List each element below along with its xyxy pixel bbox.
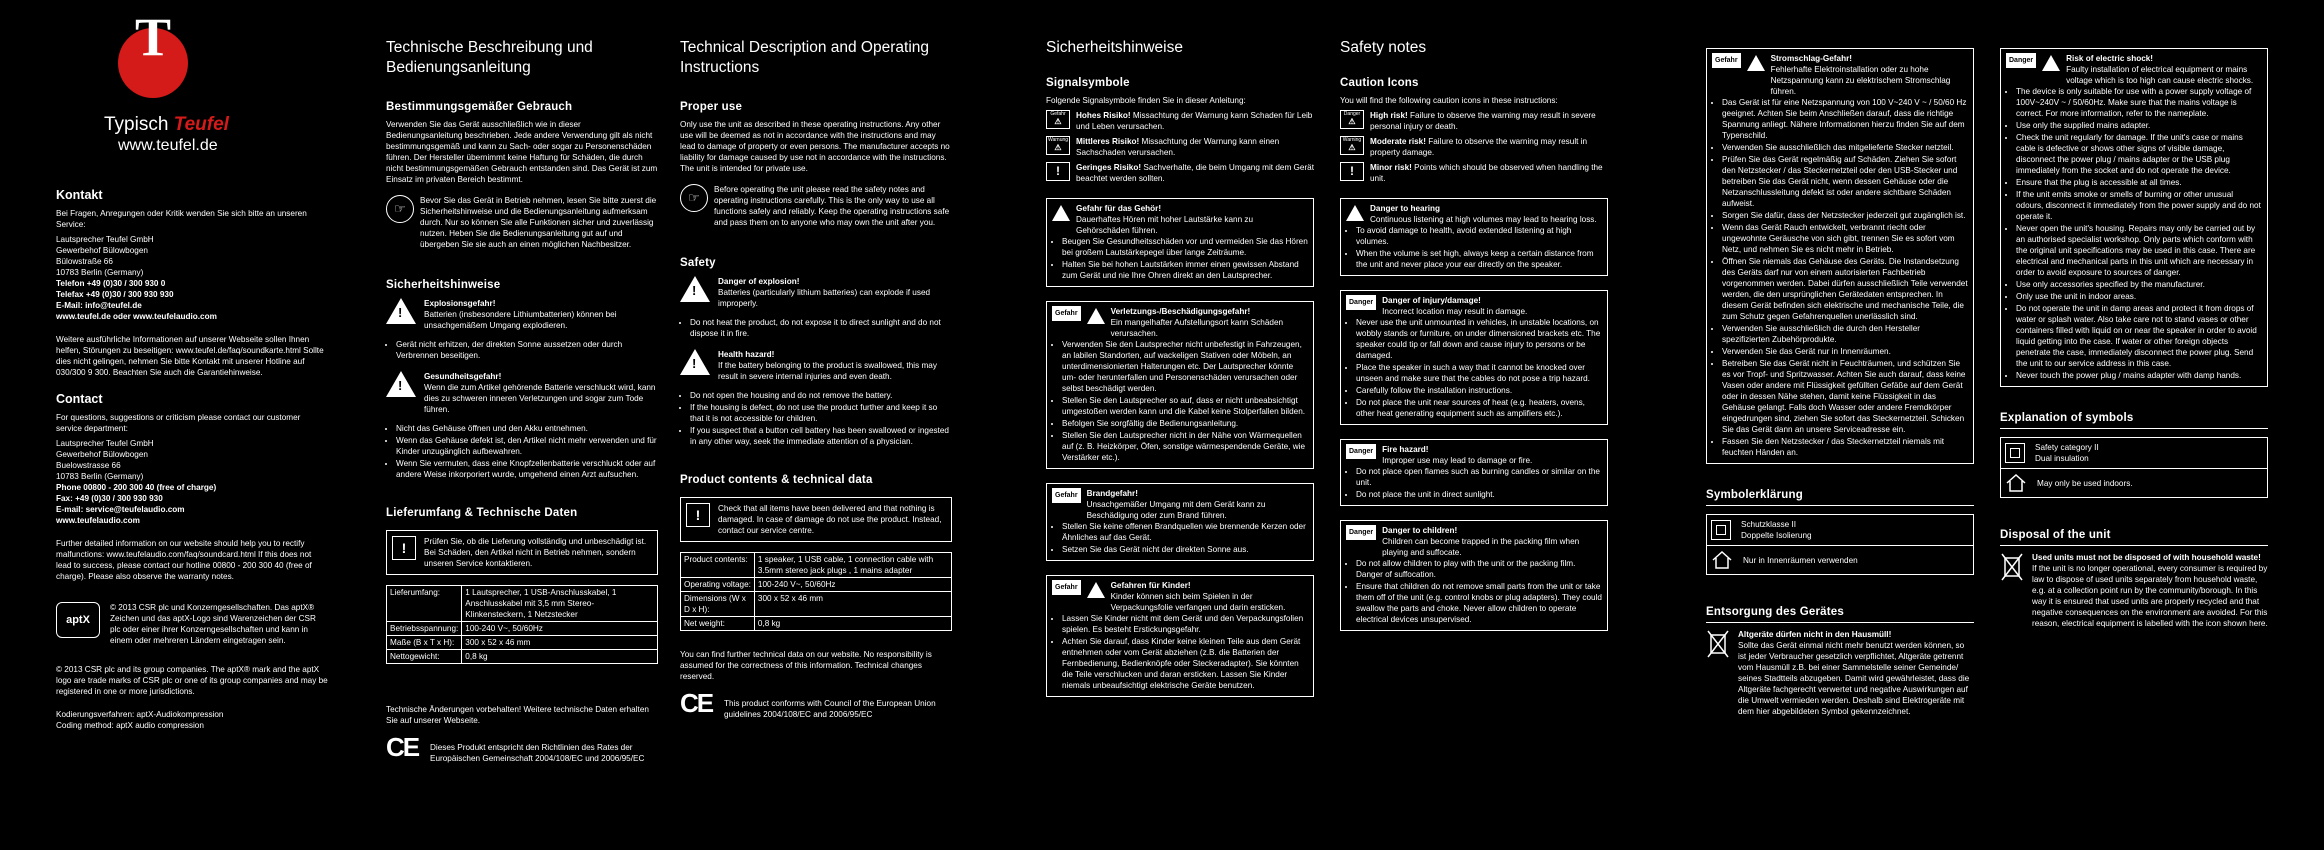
warning-triangle-icon: ! [386,371,416,397]
warning-box: Gefahr Verletzungs-/Beschädigungsgefahr! Ein mangelhafter Aufstellungsort kann Schäden verursachen. • Verwenden Sie den Lautsprecher nicht unbefestigt in Fahrzeugen, an labilen Standorten, auf wackeligen Stativen oder Möbeln, an unterdimensionierten Halterungen etc. Der Lautsprecher könnte um- oder herunterfallen und Personenschäden verursachen oder selbst beschädigt werden. • Stellen Sie den Lautsprecher so auf, dass er nicht unbeabsichtigt umgestoßen werden kann und die Kabel keine Stolperfallen bilden. • Befolgen Sie sorgfältig die Bedienungsanleitung. • Stellen Sie den Lautsprecher nicht in der Nähe von Wärmequellen auf (z. B. Heizkörper, Öfen, sonstige wärmespendende Geräte, wie Verstärker etc.). [1046,301,1314,469]
warning-triangle-icon: ! [680,349,710,375]
warning-box: Gefahr Gefahren für Kinder! Kinder können sich beim Spielen in der Verpackungsfolie verfangen und darin ersticken. • Lassen Sie Kinder nicht mit dem Gerät und den Verpackungsfolien spielen. Es besteht Erstickungsgefahr. • Achten Sie darauf, dass Kinder keine kleinen Teile aus dem Gerät entnehmen oder vom Gerät abziehen (z.B. die Batterien der Fernbedienung, Bedienknöpfe oder Steckeradapter). Sie könnten die Teile verschlucken und daran ersticken. Lassen Sie Kinder niemals unbeaufsichtigt elektrische Geräte benutzen. [1046,575,1314,697]
spec-table: Lieferumfang: 1 Lautsprecher, 1 USB-Anschlusskabel, 1 Anschlusskabel mit 3,5 mm Stereo-Klinkensteckern, 1 Netzstecker Betriebsspannung: 100-240 V~, 50/60Hz Maße (B x T x H): 300 x 52 x 46 mm Nettogewicht: 0,8 kg [386,585,658,664]
read-manual-icon: ☞ [680,184,708,212]
column-contact: T Typisch Teufel www.teufel.de Kontakt Bei Fragen, Anregungen oder Kritik wenden Sie sich bitte an unseren Service: Lautsprecher Teufel GmbH Gewerbehof Bülowbogen Bülowstraße 66 10783 Berlin (Germany) Telefon +49 (0)30 / 300 930 0 Telefax +49 (0)30 / 300 930 930 E-Mail: info@teufel.de www.teufel.de oder www.teufelaudio.com Weitere ausführliche Informationen auf unserer Webseite sollen Ihnen helfen, Störungen zu beseitigen: www.teufel.de/faq/soundkarte.html Sollte dies nicht gelingen, nehmen Sie bitte Kontakt mit unserer Hotline auf 030/300 9 300. Beachten Sie auch die Garantiehinweise. Contact For questions, suggestions or criticism please contact our customer service department: Lautsprecher Teufel GmbH Gewerbehof Bülowbogen Buelowstrasse 66 10783 Berlin (Germany) Phone 00800 - 200 300 40 (free of charge) Fax: +49 (0)30 / 300 930 930 E-mail: service@teufelaudio.com www.teufelaudio.com Further detailed information on our website should help you to rectify malfunctions: www.teufelaudio.com/faq/soundcard.html If this does not lead to success, please contact our hotline 00800 - 200 300 40 (free of charge). Please also observe the warranty notes. aptX © 2013 CSR plc und Konzerngesellschaften. Das aptX® Zeichen und das aptX-Logo sind Warenzeichen der CSR plc oder einer ihrer Konzerngesellschaften und kann in einem oder mehreren Ländern eingetragen sein. © 2013 CSR plc and its group companies. The aptX® mark and the aptX logo are trade marks of CSR plc or one of its group companies and may be registered in one or more jurisdictions. Kodierungsverfahren: aptX-Audiokompression Coding method: aptX audio compression [56,7,328,730]
warning-box: Danger to hearing Continuous listening at high volumes may lead to hearing loss. • To avoid damage to health, avoid extended listening at high volumes. • When the volume is set high, always keep a certain distance from the unit and never place your ear directly on the speaker. [1340,198,1608,276]
exclamation-icon: ! [392,536,416,560]
read-manual-icon: ☞ [386,195,414,223]
class2-icon [1711,520,1731,540]
kontakt-heading: Kontakt [56,188,103,202]
warning-triangle-icon [1087,308,1105,324]
warning-triangle-icon: ! [680,276,710,302]
aptx-block: aptX © 2013 CSR plc und Konzerngesellschaften. Das aptX® Zeichen und das aptX-Logo sind Warenzeichen der CSR plc oder einer ihrer Konzerngesellschaften und kann in einem oder mehreren Ländern eingetragen sein. [56,602,328,650]
warning-box: Danger Fire hazard! Improper use may lead to damage or fire. • Do not place open flames such as burning candles or similar on the unit. • Do not place the unit in direct sunlight. [1340,439,1608,506]
electric-shock-icon [1747,55,1765,71]
warning-signal-icon: Warnung ⚠ [1046,136,1070,155]
contact-more: Further detailed information on our website should help you to rectify malfunctions: www.teufelaudio.com/faq/soundcard.html If this does not lead to success, please contact our hotline 00800 - 200 300 40 (free of charge). Please also observe the warranty notes. [56,539,312,581]
kontakt-address: Lautsprecher Teufel GmbH Gewerbehof Bülowbogen Bülowstraße 66 10783 Berlin (Germany) [56,235,154,277]
kontakt-more: Weitere ausführliche Informationen auf unserer Webseite sollen Ihnen helfen, Störungen zu beseitigen: www.teufel.de/faq/soundkarte.html Sollte dies nicht gelingen, nehmen Sie bitte Kontakt mit unserer Hotline auf 030/300 9 300. Beachten Sie auch die Garantiehinweise. [56,335,324,377]
electric-shock-box: Gefahr Stromschlag-Gefahr! Fehlerhafte Elektroinstallation oder zu hohe Netzspannung kann zu elektrischem Stromschlag führen. • Das Gerät ist für eine Netzspannung von 100 V~240 V ~ / 50/60 Hz geeignet. Achten Sie beim Anschließen darauf, dass die richtige Spannung anliegt. Nähere Informationen hierzu finden Sie auf dem Typenschild. • Verwenden Sie ausschließlich das mitgelieferte Stecker netzteil. • Prüfen Sie das Gerät regelmäßig auf Schäden. Ziehen Sie sofort den Netzstecker / das Steckernetzteil oder den USB-Stecker und betreiben Sie das Gerät nicht, wenn dessen Gehäuse oder die Netzanschlussleitung defekt ist oder andere sichtbare Schäden aufweist. • Sorgen Sie dafür, dass der Netzstecker jederzeit gut zugänglich ist. • Wenn das Gerät Rauch entwickelt, verbrannt riecht oder ungewohnte Geräusche von sich gibt, trennen Sie es sofort vom Netz, und nehmen Sie es nicht mehr in Betrieb. • Öffnen Sie niemals das Gehäuse des Geräts. Die Instandsetzung des Geräts darf nur von einem autorisierten Fachbetrieb vorgenommen werden. Dabei dürfen ausschließlich Teile verwendet werden, die den ursprünglichen Gerätedaten entsprechen. In diesem Gerät befinden sich elektrische und mechanische Teile, die zum Schutz gegen Gefahrenquellen unerlässlich sind. • Verwenden Sie ausschließlich die durch den Hersteller spezifizierten Zubehörprodukte. • Verwenden Sie das Gerät nur in Innenräumen. • Betreiben Sie das Gerät nicht in Feuchträumen, und schützen Sie es vor Tropf- und Spritzwasser. Achten Sie auch darauf, dass keine Vasen oder andere mit Flüssigkeit gefüllten Gefäße auf dem Gerät oder in dessen Nähe stehen, damit keine Flüssigkeit in das Gehäuse gelangt. Falls doch Wasser oder andere Fremdkörper eingedrungen sind, ziehen Sie sofort das Steckernetzteil. Schicken Sie das Gerät dann an unsere Serviceadresse ein. • Fassen Sie den Netzstecker / das Steckernetzteil niemals mit feuchten Händen an. [1706,48,1974,464]
contact-heading: Contact [56,392,103,406]
danger-signal-icon: Gefahr ⚠ [1046,110,1070,129]
contact-intro: For questions, suggestions or criticism please contact our customer service department: [56,413,301,433]
aptx-logo: aptX [56,602,100,638]
column-de-electric: Gefahr Stromschlag-Gefahr! Fehlerhafte Elektroinstallation oder zu hohe Netzspannung kann zu elektrischem Stromschlag führen. • Das Gerät ist für eine Netzspannung von 100 V~240 V ~ / 50/60 Hz geeignet. Achten Sie beim Anschließen darauf, dass die richtige Spannung anliegt. Nähere Informationen hierzu finden Sie auf dem Typenschild. • Verwenden Sie ausschließlich das mitgelieferte Stecker netzteil. • Prüfen Sie das Gerät regelmäßig auf Schäden. Ziehen Sie sofort den Netzstecker / das Steckernetzteil oder den USB-Stecker und betreiben Sie das Gerät nicht, wenn dessen Gehäuse oder die Netzanschlussleitung defekt ist oder andere sichtbare Schäden aufweist. • Sorgen Sie dafür, dass der Netzstecker jederzeit gut zugänglich ist. • Wenn das Gerät Rauch entwickelt, verbrannt riecht oder ungewohnte Geräusche von sich gibt, trennen Sie es sofort vom Netz, und nehmen Sie es nicht mehr in Betrieb. • Öffnen Sie niemals das Gehäuse des Geräts. Die Instandsetzung des Geräts darf nur von einem autorisierten Fachbetrieb vorgenommen werden. Dabei dürfen ausschließlich Teile verwendet werden, die den ursprünglichen Gerätedaten entsprechen. In diesem Gerät befinden sich elektrische und mechanische Teile, die zum Schutz gegen Gefahrenquellen unerlässlich sind. • Verwenden Sie ausschließlich die durch den Hersteller spezifizierten Zubehörprodukte. • Verwenden Sie das Gerät nur in Innenräumen. • Betreiben Sie das Gerät nicht in Feuchträumen, und schützen Sie es vor Tropf- und Spritzwasser. Achten Sie auch darauf, dass keine Vasen oder andere mit Flüssigkeit gefüllten Gefäße auf dem Gerät oder in dessen Nähe stehen, damit keine Flüssigkeit in das Gehäuse gelangt. Falls doch Wasser oder andere Fremdkörper eingedrungen sind, ziehen Sie sofort das Steckernetzteil. Schicken Sie das Gerät dann an unsere Serviceadresse ein. • Fassen Sie den Netzstecker / das Steckernetzteil niemals mit feuchten Händen an. Symbolerklärung Schutzklasse II Doppelte Isolierung Nur in Innenräumen verwenden Entsorgung des Gerätes Altgeräte dürfen nicht in den Hausmüll! Sollte das Gerät einmal nicht mehr benutzt werden können, so ist jeder Verbraucher gesetzlich verpflichtet, Altgeräte getrennt vom Hausmüll z.B. bei einer Sammelstelle seiner Gemeinde/ seines Stadtteils abzugeben. Damit wird gewährleistet, dass die Altgeräte fachgerecht verwertet und negative Auswirkungen auf die Umwelt vermieden werden. Deshalb sind Elektrogeräte mit dem hier abgebildeten Symbol gekennzeichnet. [1706,48,1974,717]
contact-address: Lautsprecher Teufel GmbH Gewerbehof Bülowbogen Buelowstrasse 66 10783 Berlin (Germany) [56,439,154,481]
warning-box: Danger Danger to children! Children can become trapped in the packing film when playing and suffocate. • Do not allow children to play with the unit or the packing film. Danger of suffocation. • Ensure that children do not remove small parts from the unit or take them off of the unit (e.g. control knobs or plug adapters). They could swallow the parts and choke. Never allow children to operate electrical devices unsupervised. [1340,520,1608,631]
warning-signal-icon: Warning ⚠ [1340,136,1364,155]
house-icon [2005,473,2027,493]
column-en-tech: Technical Description and Operating Instructions Proper use Only use the unit as described in these operating instructions. Any other use will be deemed as not in accordance with the instructions and may lead to damage of property or even persons. The manufacturer accepts no liability for damage caused by use not in accordance with the instructions. The unit is intended for private use. ☞ Before operating the unit please read the safety notes and operating instructions carefully. This is the only way to use all functions safely and reliably. Keep the operating instructions safe and pass them on to anyone who may own the unit after you. Safety ! Danger of explosion! Batteries (particularly lithium batteries) can explode if used improperly. • Do not heat the product, do not expose it to direct sunlight and do not dispose it in fire. ! Health hazard! If the battery belonging to the product is swallowed, this may result in severe internal injuries and even death. • Do not open the housing and do not remove the battery. • If the housing is defect, do not use the product further and keep it so that it is not accessible for children. • If you suspect that a button cell battery has been swallowed or ingested in any other way, seek the immediate attention of a physician. Product contents & technical data ! Check that all items have been delivered and that nothing is damaged. In case of damage do not use the product. Instead, contact our service centre. Product contents: 1 speaker, 1 USB cable, 1 connection cable with 3.5mm stereo jack plugs , 1 mains adapter Operating voltage: 100-240 V~, 50/60Hz Dimensions (W x D x H): 300 x 52 x 46 mm Net weight: 0,8 kg You can find further technical data on our website. No responsibility is assumed for the correctness of this information. Technical changes reserved. CE This product conforms with Council of the European Union guidelines 2004/108/EC and 2006/95/EC [680,28,952,724]
exclamation-icon: ! [686,503,710,527]
crossed-bin-icon [2000,552,2024,582]
symbol-class2-row: Schutzklasse II Doppelte Isolierung [1706,514,1974,546]
brand-url[interactable]: www.teufel.de [118,137,218,154]
electric-shock-box: Danger Risk of electric shock! Faulty installation of electrical equipment or mains voltage which is too high can cause electric shocks. • The device is only suitable for use with a power supply voltage of 100V~240V ~ / 50/60Hz. Make sure that the mains voltage is correct. For more information, refer to the nameplate. • Use only the supplied mains adapter. • Check the unit regularly for damage. If the unit's case or mains cable is defective or shows other signs of visible damage, disconnect the power plug / mains adapter or the USB plug immediately from the socket and do not operate the device. • Ensure that the plug is accessible at all times. • If the unit emits smoke or smells of burning or other unusual odours, disconnect it immediately from the power supply and do not operate it. • Never open the unit's housing. Repairs may only be carried out by an authorised specialist workshop. Only parts which conform with the original unit specifications may be used in this case. There are electrical and mechanical parts in this unit which are necessary in order to avoid exposure to sources of danger. • Use only accessories specified by the manufacturer. • Only use the unit in indoor areas. • Do not operate the unit in damp areas and protect it from drops of water or splash water. Also take care not to stand vases or other containers filled with liquid on or near the speaker in order to avoid liquid getting into the case. If water or other foreign objects penetrate the case, immediately disconnect the power plug. Send the unit to our service address in this case. • Never touch the power plug / mains adapter with damp hands. [2000,48,2268,387]
warning-triangle-icon: ! [386,298,416,324]
notice-signal-icon: ! [1340,162,1364,181]
de-tech-title: Technische Beschreibung und Bedienungsanleitung [386,39,593,76]
symbol-class2-row: Safety category II Dual insulation [2000,437,2268,469]
column-de-safety: Sicherheitshinweise Signalsymbole Folgende Signalsymbole finden Sie in dieser Anleitung: Gefahr ⚠ Hohes Risiko! Missachtung der Warnung kann Schaden für Leib und Leben verursachen. Warnung ⚠ Mittleres Risiko! Missachtung der Warnung kann einen Sachschaden verursachen. ! Geringes Risiko! Sachverhalte, die beim Umgang mit dem Gerät beachtet werden sollten. Gefahr für das Gehör! Dauerhaftes Hören mit hoher Lautstärke kann zu Gehörschäden führen. • Beugen Sie Gesundheitsschäden vor und vermeiden Sie das Hören bei großem Lautstärkepegel über lange Zeiträume. • Halten Sie bei hohen Lautstärken immer einen gewissen Abstand zum Gerät und nie Ihre Ohren direkt an den Lautsprecher. Gefahr Verletzungs-/Beschädigungsgefahr! Ein mangelhafter Aufstellungsort kann Schäden verursachen. • Verwenden Sie den Lautsprecher nicht unbefestigt in Fahrzeugen, an labilen Standorten, auf wackeligen Stativen oder Möbeln, an unterdimensionierten Halterungen etc. Der Lautsprecher könnte um- oder herunterfallen und Personenschäden verursachen oder selbst beschädigt werden. • Stellen Sie den Lautsprecher so auf, dass er nicht unbeabsichtigt umgestoßen werden kann und die Kabel keine Stolperfallen bilden. • Befolgen Sie sorgfältig die Bedienungsanleitung. • Stellen Sie den Lautsprecher nicht in der Nähe von Wärmequellen auf (z. B. Heizkörper, Öfen, sonstige wärmespendende Geräte, wie Verstärker etc.). Gefahr Brandgefahr! Unsachgemäßer Umgang mit dem Gerät kann zu Beschädigung oder zum Brand führen. • Stellen Sie keine offenen Brandquellen wie brennende Kerzen oder Ähnliches auf das Gerät. • Setzen Sie das Gerät nicht der direkten Sonne aus. Gefahr Gefahren für Kinder! Kinder können sich beim Spielen in der Verpackungsfolie verfangen und darin ersticken. • Lassen Sie Kinder nicht mit dem Gerät und den Verpackungsfolien spielen. Es besteht Erstickungsgefahr. • Achten Sie darauf, dass Kinder keine kleinen Teile aus dem Gerät entnehmen oder vom Gerät abziehen (z.B. die Batterien der Fernbedienung, Bedienknöpfe oder Steckeradapter). Sie könnten die Teile verschlucken und daran ersticken. Lassen Sie Kinder niemals unbeaufsichtigt elektrische Geräte benutzen. [1046,28,1314,711]
warning-box: Gefahr für das Gehör! Dauerhaftes Hören mit hoher Lautstärke kann zu Gehörschäden führen. • Beugen Sie Gesundheitsschäden vor und vermeiden Sie das Hören bei großem Lautstärkepegel über lange Zeiträume. • Halten Sie bei hohen Lautstärken immer einen gewissen Abstand zum Gerät und nie Ihre Ohren direkt an den Lautsprecher. [1046,198,1314,287]
teufel-logo: T [118,28,188,98]
en-tech-title: Technical Description and Operating Instructions [680,39,929,76]
house-icon [1711,550,1733,570]
hearing-warning-icon [1052,205,1070,221]
warning-box: Gefahr Brandgefahr! Unsachgemäßer Umgang mit dem Gerät kann zu Beschädigung oder zum Brand führen. • Stellen Sie keine offenen Brandquellen wie brennende Kerzen oder Ähnliches auf das Gerät. • Setzen Sie das Gerät nicht der direkten Sonne aus. [1046,483,1314,561]
class2-icon [2005,443,2025,463]
symbol-indoor-row: Nur in Innenräumen verwenden [1706,546,1974,575]
symbol-indoor-row: May only be used indoors. [2000,469,2268,498]
ce-mark-icon: CE [680,688,713,718]
electric-shock-icon [2042,55,2060,71]
column-en-electric: Danger Risk of electric shock! Faulty installation of electrical equipment or mains voltage which is too high can cause electric shocks. • The device is only suitable for use with a power supply voltage of 100V~240V ~ / 50/60Hz. Make sure that the mains voltage is correct. For more information, refer to the nameplate. • Use only the supplied mains adapter. • Check the unit regularly for damage. If the unit's case or mains cable is defective or shows other signs of visible damage, disconnect the power plug / mains adapter or the USB plug immediately from the socket and do not operate the device. • Ensure that the plug is accessible at all times. • If the unit emits smoke or smells of burning or other unusual odours, disconnect it immediately from the power supply and do not operate it. • Never open the unit's housing. Repairs may only be carried out by an authorised specialist workshop. Only parts which conform with the original unit specifications may be used in this case. There are electrical and mechanical parts in this unit which are necessary in order to avoid exposure to sources of danger. • Use only accessories specified by the manufacturer. • Only use the unit in indoor areas. • Do not operate the unit in damp areas and protect it from drops of water or splash water. Also take care not to stand vases or other containers filled with liquid on or near the speaker in order to avoid liquid getting into the case. If water or other foreign objects penetrate the case, immediately disconnect the power plug. Send the unit to our service address in this case. • Never touch the power plug / mains adapter with damp hands. Explanation of symbols Safety category II Dual insulation May only be used indoors. Disposal of the unit Used units must not be disposed of with household waste! If the unit is no longer operational, every consumer is required by law to dispose of used units separately from household waste, e.g. at a collection point run by the community/borough. In this way it is ensured that used units are properly recycled and that negative consequences on the environment are avoided. For this reason, electrical equipment is labelled with the icon shown here. [2000,48,2268,629]
kontakt-intro: Bei Fragen, Anregungen oder Kritik wenden Sie sich bitte an unseren Service: [56,209,307,229]
column-de-tech: Technische Beschreibung und Bedienungsanleitung Bestimmungsgemäßer Gebrauch Verwenden Sie das Gerät ausschließlich wie in dieser Bedienungsanleitung beschrieben. Jede andere Verwendung gilt als nicht bestimmungsgemäß und kann zu Sach- oder sogar zu Personenschäden führen. Der Hersteller übernimmt keine Haftung für Schäden, die durch nicht bestimmungsgemäßen Gebrauch entstanden sind. Das Gerät ist zum Einsatz im privaten Bereich bestimmt. ☞ Bevor Sie das Gerät in Betrieb nehmen, lesen Sie bitte zuerst die Sicherheitshinweise und die Bedienungsanleitung aufmerksam durch. Nur so können Sie alle Funktionen sicher und zuverlässig nutzen. Heben Sie die Bedienungsanleitung gut auf und übergeben Sie sie auch an einen möglichen Nachbesitzer. Sicherheitshinweise ! Explosionsgefahr! Batterien (insbesondere Lithiumbatterien) können bei unsachgemäßem Umgang explodieren. • Gerät nicht erhitzen, der direkten Sonne aussetzen oder durch Verbrennen beseitigen. ! Gesundheitsgefahr! Wenn die zum Artikel gehörende Batterie verschluckt wird, kann dies zu schweren inneren Verletzungen und sogar zum Tode führen. • Nicht das Gehäuse öffnen und den Akku entnehmen. • Wenn das Gehäuse defekt ist, den Artikel nicht mehr verwenden und für Kinder unzugänglich aufbewahren. • Wenn Sie vermuten, dass eine Knopfzellenbatterie verschluckt oder auf andere Weise inkorporiert wurde, umgehend einen Arzt aufsuchen. Lieferumfang & Technische Daten ! Prüfen Sie, ob die Lieferung vollständig und unbeschädigt ist. Bei Schäden, den Artikel nicht in Betrieb nehmen, sondern unseren Service kontaktieren. Lieferumfang: 1 Lautsprecher, 1 USB-Anschlusskabel, 1 Anschlusskabel mit 3,5 mm Stereo-Klinkensteckern, 1 Netzstecker Betriebsspannung: 100-240 V~, 50/60Hz Maße (B x T x H): 300 x 52 x 46 mm Nettogewicht: 0,8 kg Technische Änderungen vorbehalten! Weitere technische Daten erhalten Sie auf unserer Webseite. CE Dieses Produkt entspricht den Richtlinien des Rates der Europäischen Gemeinschaft 2004/108/EC und 2006/95/EC [386,28,658,768]
crossed-bin-icon [1706,629,1730,659]
brand-name: Typisch Teufel [104,114,229,135]
spec-table: Product contents: 1 speaker, 1 USB cable, 1 connection cable with 3.5mm stereo jack plugs , 1 mains adapter Operating voltage: 100-240 V~, 50/60Hz Dimensions (W x D x H): 300 x 52 x 46 mm Net weight: 0,8 kg [680,552,952,631]
warning-box: Danger Danger of injury/damage! Incorrect location may result in damage. • Never use the unit unmounted in vehicles, in unstable locations, on wobbly stands or furniture, on under dimensioned brackets etc. The speaker could tip or fall down and cause injury to persons or be damaged. • Place the speaker in such a way that it cannot be knocked over unseen and make sure that the cables do not pose a trip hazard. • Carefully follow the installation instructions. • Do not place the unit near sources of heat (e.g. heaters, ovens, other heat generating equipment such as amplifiers etc.). [1340,290,1608,425]
notice-signal-icon: ! [1046,162,1070,181]
warning-triangle-icon [1087,582,1105,598]
hearing-warning-icon [1346,205,1364,221]
danger-signal-icon: Danger ⚠ [1340,110,1364,129]
ce-mark-icon: CE [386,732,419,762]
column-en-safety: Safety notes Caution Icons You will find the following caution icons in these instructions: Danger ⚠ High risk! Failure to observe the warning may result in severe personal injury or death. Warning ⚠ Moderate risk! Failure to observe the warning may result in property damage. ! Minor risk! Points which should be observed when handling the unit. Danger to hearing Continuous listening at high volumes may lead to hearing loss. • To avoid damage to health, avoid extended listening at high volumes. • When the volume is set high, always keep a certain distance from the unit and never place your ear directly on the speaker. Danger Danger of injury/damage! Incorrect location may result in damage. • Never use the unit unmounted in vehicles, in unstable locations, on wobbly stands or furniture, on under dimensioned brackets etc. The speaker could tip or fall down and cause injury to persons or be damaged. • Place the speaker in such a way that it cannot be knocked over unseen and make sure that the cables do not pose a trip hazard. • Carefully follow the installation instructions. • Do not place the unit near sources of heat (e.g. heaters, ovens, other heat generating equipment such as amplifiers etc.). Danger Fire hazard! Improper use may lead to damage or fire. • Do not place open flames such as burning candles or similar on the unit. • Do not place the unit in direct sunlight. Danger Danger to children! Children can become trapped in the packing film when playing and suffocate. • Do not allow children to play with the unit or the packing film. Danger of suffocation. • Ensure that children do not remove small parts from the unit or take them off of the unit (e.g. control knobs or plug adapters). They could swallow the parts and choke. Never allow children to operate electrical devices unsupervised. [1340,28,1608,645]
